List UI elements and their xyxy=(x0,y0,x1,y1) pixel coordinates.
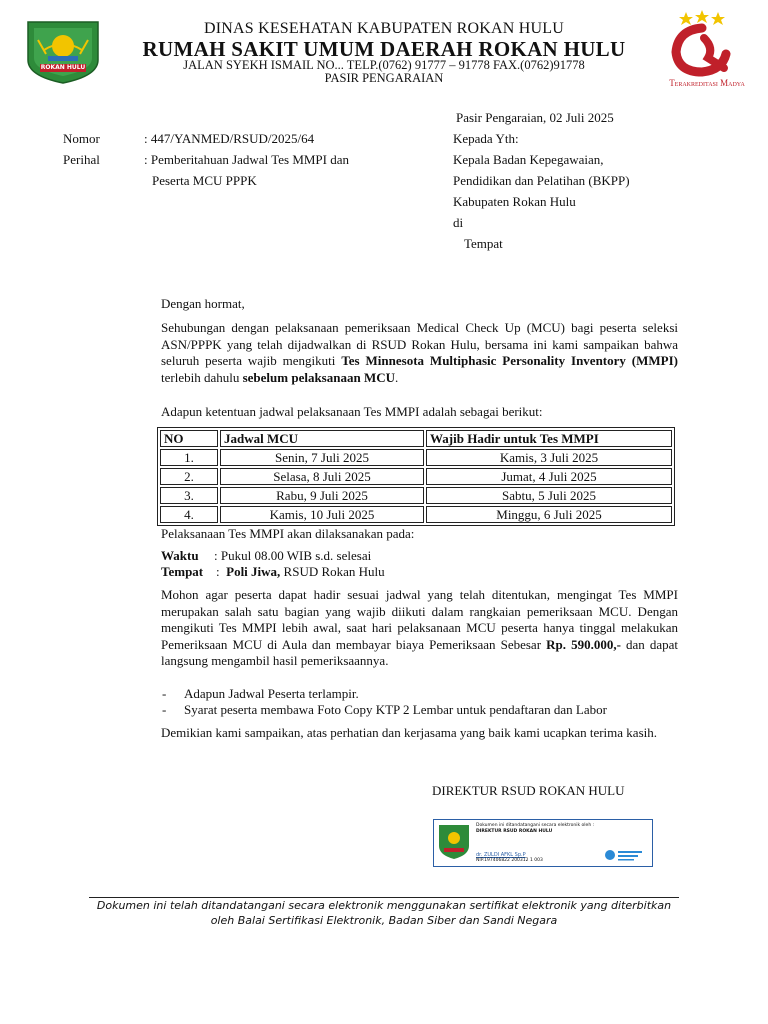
cell-mcu-date: Kamis, 10 Juli 2025 xyxy=(220,506,424,523)
para1-text: Sehubungan dengan pelaksanaan pemeriksaan Medical Check Up (MCU) bagi peserta seleksi ASN/PPPK yang telah dijadwalkan di RSUD Rokan Hulu, bersama ini kami sampaikan bahwa seluruh peserta wajib mengikuti xyxy=(161,320,678,368)
cell-mmpi-date: Jumat, 4 Juli 2025 xyxy=(426,468,672,485)
paragraph-intro xyxy=(161,320,678,386)
esign-regency-logo xyxy=(437,824,471,860)
cell-mmpi-date: Kamis, 3 Juli 2025 xyxy=(426,449,672,466)
paragraph-closing: Demikian kami sampaikan, atas perhatian dan kerjasama yang baik kami ucapkan terima kasih. xyxy=(161,725,657,740)
cell-no: 2. xyxy=(160,468,218,485)
paragraph-execution: Pelaksanaan Tes MMPI akan dilaksanakan pada: xyxy=(161,526,415,541)
recipient-line: Tempat xyxy=(464,236,503,251)
header-jadwal: Jadwal MCU xyxy=(220,430,424,447)
regency-logo-text: ROKAN HULU xyxy=(40,64,86,71)
table-header-row xyxy=(160,430,672,447)
recipient-line: di xyxy=(453,215,464,230)
footer-divider xyxy=(89,897,679,898)
nomor-label: Nomor xyxy=(63,131,100,146)
para1-bold-mmpi: Tes Minnesota Multiphasic Personality Inventory (MMPI) xyxy=(341,353,679,368)
nomor-value: : 447/YANMED/RSUD/2025/64 xyxy=(144,131,315,146)
footer-line-2: oleh Balai Sertifikasi Elektronik, Badan Siber dan Sandi Negara xyxy=(210,914,558,927)
bullet-item-2: Syarat peserta membawa Foto Copy KTP 2 Lembar untuk pendaftaran dan Labor xyxy=(184,702,607,717)
tempat-rest: RSUD Rokan Hulu xyxy=(280,564,385,579)
agency-name: DINAS KESEHATAN KABUPATEN ROKAN HULU xyxy=(203,20,564,37)
table-row xyxy=(160,468,672,485)
esign-line-1: Dokumen ini ditandatangani secara elektronik oleh : xyxy=(476,823,595,828)
cell-mmpi-date: Sabtu, 5 Juli 2025 xyxy=(426,487,672,504)
cell-mcu-date: Senin, 7 Juli 2025 xyxy=(220,449,424,466)
esign-name: dr. ZULDI AFKL Sp.P xyxy=(476,852,526,858)
waktu-label: Waktu xyxy=(161,548,199,563)
hospital-address: JALAN SYEKH ISMAIL NO... TELP.(0762) 91777 – 91778 FAX.(0762)91778 xyxy=(183,58,585,72)
header-wajib: Wajib Hadir untuk Tes MMPI xyxy=(426,430,672,447)
para1-text: . xyxy=(395,369,399,385)
waktu-value: : Pukul 08.00 WIB s.d. selesai xyxy=(214,548,372,563)
bullet-item-1: Adapun Jadwal Peserta terlampir. xyxy=(184,686,359,701)
perihal-value-1: : Pemberitahuan Jadwal Tes MMPI dan xyxy=(144,152,350,167)
hospital-name: RUMAH SAKIT UMUM DAERAH ROKAN HULU xyxy=(142,37,626,61)
cell-mmpi-date: Minggu, 6 Juli 2025 xyxy=(426,506,672,523)
para1-bold-mcu: sebelum pelaksanaan MCU xyxy=(242,369,396,385)
paragraph-schedule-intro: Adapun ketentuan jadwal pelaksanaan Tes MMPI adalah sebagai berikut: xyxy=(161,404,543,419)
para4-text: dan dapat langsung mengambil hasil pemeriksaannya. xyxy=(161,636,679,668)
tempat-colon: : xyxy=(216,564,220,579)
para1-text: terlebih dahulu xyxy=(161,369,243,385)
tempat-poli: Poli Jiwa, xyxy=(226,564,281,579)
tempat-label: Tempat xyxy=(161,564,204,579)
recipient-line: Kabupaten Rokan Hulu xyxy=(453,194,576,209)
para4-text: Mohon agar peserta dapat hadir sesuai jadwal yang telah ditentukan, mengingat Tes MMPI merupakan salah satu bagian yang wajib diikuti dalam rangkaian pemeriksaan MCU. Dengan mengikuti Tes MMPI lebih awal, saat hari pelaksanaan MCU peserta hanya tinggal melakukan Pemeriksaan MCU di Aula dan membayar biaya Pemeriksaan Sebesar xyxy=(161,587,678,652)
hospital-city: PASIR PENGARAIAN xyxy=(324,71,444,85)
bullet-marker: - xyxy=(162,686,167,701)
paragraph-request xyxy=(161,587,678,670)
cell-no: 4. xyxy=(160,506,218,523)
cell-mcu-date: Rabu, 9 Juli 2025 xyxy=(220,487,424,504)
recipient-line: Pendidikan dan Pelatihan (BKPP) xyxy=(453,173,630,188)
accreditation-logo xyxy=(660,8,760,90)
esign-nip: NIP.197406822 200312 1 003 xyxy=(476,858,543,863)
esign-line-2: DIREKTUR RSUD ROKAN HULU xyxy=(476,829,553,834)
table-row xyxy=(160,506,672,523)
greeting: Dengan hormat, xyxy=(161,296,245,311)
bsre-logo xyxy=(604,848,644,862)
signatory-title: DIREKTUR RSUD ROKAN HULU xyxy=(432,783,625,798)
cell-no: 1. xyxy=(160,449,218,466)
perihal-label: Perihal xyxy=(63,152,100,167)
cell-mcu-date: Selasa, 8 Juli 2025 xyxy=(220,468,424,485)
table-row xyxy=(160,449,672,466)
perihal-value-2: Peserta MCU PPPK xyxy=(152,173,257,188)
schedule-table xyxy=(157,427,675,526)
footer-line-1: Dokumen ini telah ditandatangani secara elektronik menggunakan sertifikat elektronik yang diterbitkan xyxy=(96,899,672,912)
table-row xyxy=(160,487,672,504)
accreditation-label: Terakreditasi Madya xyxy=(669,78,745,88)
tempat-value xyxy=(216,564,385,581)
bullet-marker: - xyxy=(162,702,167,717)
cell-no: 3. xyxy=(160,487,218,504)
recipient-line: Kepala Badan Kepegawaian, xyxy=(453,152,604,167)
para4-bold-fee: Rp. 590.000,- xyxy=(546,636,621,652)
letter-date: Pasir Pengaraian, 02 Juli 2025 xyxy=(456,110,614,125)
recipient-line: Kepada Yth: xyxy=(453,131,519,146)
esign-box xyxy=(433,819,653,867)
header-no: NO xyxy=(160,430,218,447)
